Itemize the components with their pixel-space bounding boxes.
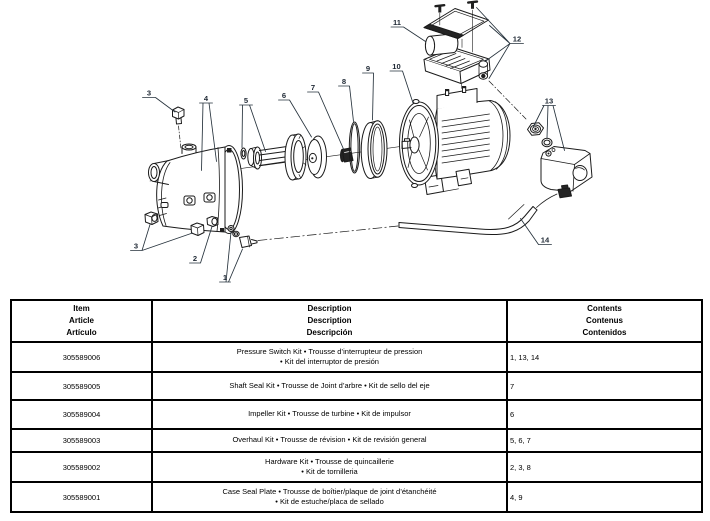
contents-cell: 4, 9 (507, 482, 702, 512)
description-cell (152, 342, 507, 372)
description-line-1: Impeller Kit • Trousse de turbine • Kit de impulsor (248, 409, 411, 419)
item-cell: 305589004 (11, 400, 152, 429)
table-row (11, 372, 702, 400)
contents-cell: 7 (507, 372, 702, 400)
tube-axis-line (258, 226, 398, 241)
tube-fitting (228, 226, 257, 248)
hex-bolt (173, 107, 185, 124)
table-row (11, 342, 702, 372)
parts-table (10, 299, 703, 513)
callout-5-label: 5 (243, 96, 249, 105)
header-description-es: Descripción (306, 328, 353, 337)
callout-4-label: 4 (203, 94, 209, 103)
pressure-tube (399, 205, 537, 235)
contents-cell: 6 (507, 400, 702, 429)
compression-fittings (528, 123, 553, 147)
header-item (11, 300, 152, 342)
contents-cell: 5, 6, 7 (507, 429, 702, 452)
impeller (308, 136, 327, 178)
header-item-fr: Article (69, 316, 94, 325)
description-cell (152, 429, 507, 452)
description-cell (152, 452, 507, 482)
header-description-fr: Description (307, 316, 352, 325)
table-row (11, 429, 702, 452)
callout-1-label: 1 (222, 273, 228, 282)
motor-flange (400, 100, 439, 188)
pressure-switch (537, 147, 593, 208)
callout-3-bottom-label: 3 (133, 241, 139, 251)
item-cell: 305589006 (11, 342, 152, 372)
table-header-row (11, 300, 702, 342)
description-cell (152, 400, 507, 429)
header-description-en: Description (307, 304, 352, 313)
callout-9-label: 9 (365, 64, 371, 73)
callout-7-label: 7 (310, 83, 316, 92)
case-seal-rings (361, 121, 387, 179)
callout-13-label: 13 (544, 96, 554, 106)
shaft-seal-assembly (241, 134, 306, 180)
header-item-en: Item (73, 304, 90, 313)
header-contents-es: Contenidos (582, 328, 627, 337)
header-contents-fr: Contenus (586, 316, 623, 325)
description-line-2: • Kit del interruptor de presión (280, 357, 379, 366)
item-cell: 305589001 (11, 482, 152, 512)
header-item-es: Artículo (66, 328, 97, 337)
description-cell (152, 372, 507, 400)
header-contents-en: Contents (587, 304, 622, 313)
description-cell (152, 482, 507, 512)
description-line-2: • Kit de tornilleria (301, 467, 358, 476)
callout-6-label: 6 (281, 91, 287, 100)
o-ring (349, 122, 359, 173)
item-cell: 305589002 (11, 452, 152, 482)
contents-cell: 2, 3, 8 (507, 452, 702, 482)
callout-11-label: 11 (392, 18, 402, 27)
contents-cell: 1, 13, 14 (507, 342, 702, 372)
drain-plug (207, 217, 218, 227)
bolt-axis-line (179, 126, 182, 149)
description-line-1: Pressure Switch Kit • Trousse d’interrupteur de pression (236, 346, 423, 356)
callout-14-label: 14 (540, 235, 550, 245)
callout-2-label: 2 (192, 254, 198, 263)
description-line-1: Shaft Seal Kit • Trousse de Joint d’arbre • Kit de sello del eje (229, 380, 430, 390)
table-row (11, 400, 702, 429)
table-row (11, 482, 702, 512)
callout-12-label: 12 (512, 34, 522, 44)
header-description (152, 300, 507, 342)
item-cell: 305589003 (11, 429, 152, 452)
callout-8-label: 8 (341, 77, 347, 86)
callout-10-label: 10 (392, 62, 401, 71)
description-line-1: Case Seal Plate • Trousse de boîtier/plaque de joint d’étanchéité (222, 486, 437, 496)
description-line-1: Hardware Kit • Trousse de quincaillerie (265, 456, 394, 466)
item-cell: 305589005 (11, 372, 152, 400)
pump-casing (149, 144, 243, 234)
callout-3-top-label: 3 (146, 88, 152, 98)
description-line-2: • Kit de estuche/placa de sellado (275, 497, 384, 506)
table-row (11, 452, 702, 482)
header-contents (507, 300, 702, 342)
description-line-1: Overhaul Kit • Trousse de révision • Kit de revisión general (232, 435, 427, 445)
